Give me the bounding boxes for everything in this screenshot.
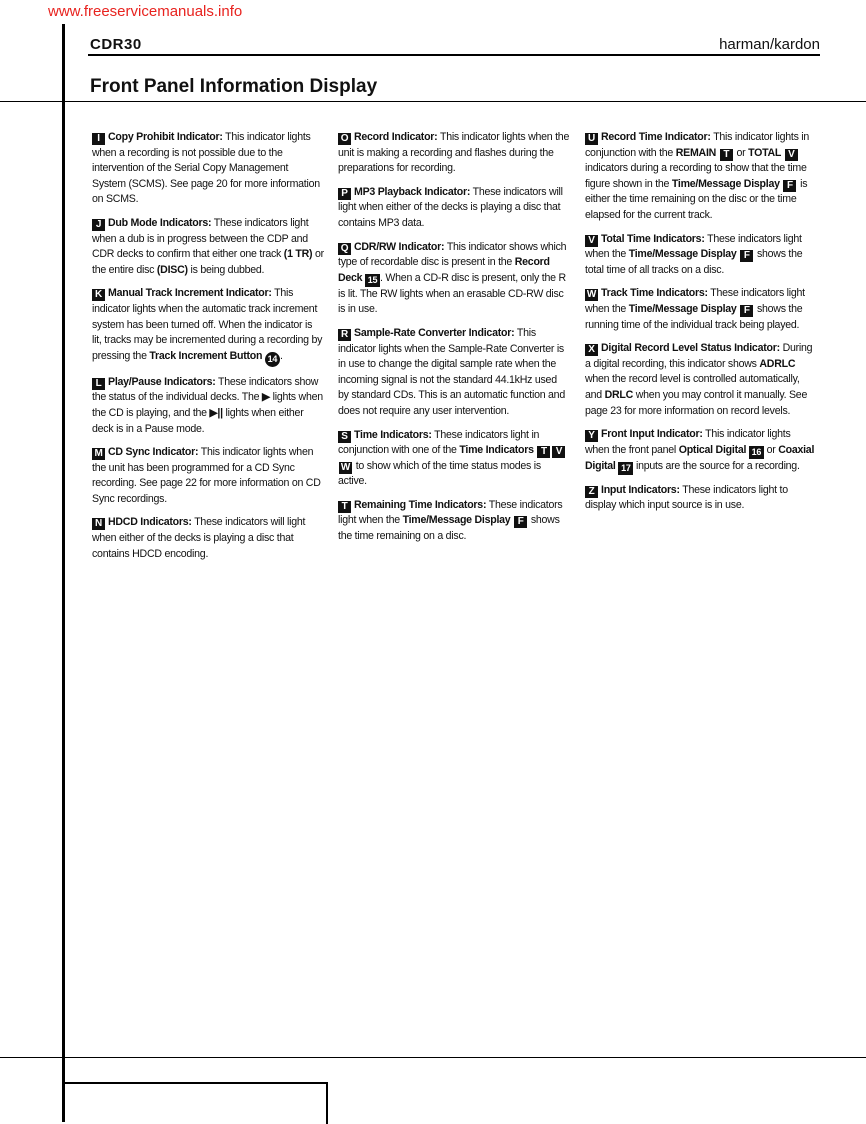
entry-bold-term: Time/Message Display xyxy=(628,248,737,261)
entry-text xyxy=(716,147,719,159)
callout-letter-badge: Y xyxy=(585,430,598,442)
callout-letter-badge: O xyxy=(338,133,351,145)
brand-name: harman/kardon xyxy=(719,36,820,53)
entry-text: lights when either deck is in a Pause mode. xyxy=(92,406,304,435)
entry-bold-term: Time/Message Display xyxy=(671,177,780,190)
entry-text: This indicator lights in conjunction with the xyxy=(585,131,810,159)
callout-letter-badge: Z xyxy=(585,486,598,498)
callout-letter-badge: T xyxy=(537,446,550,458)
entry-front-input xyxy=(585,427,817,475)
entry-heading: Manual Track Increment Indicator: xyxy=(108,287,272,300)
footer-box xyxy=(64,1082,328,1124)
entry-heading: Track Time Indicators: xyxy=(601,287,708,300)
entry-text: These indicators light when a dub is in progress between the CDP and CDR decks to confirm that either one track xyxy=(92,216,309,261)
entry-sample-rate-converter xyxy=(338,326,570,420)
header-rule xyxy=(88,54,820,56)
entry-heading: Play/Pause Indicators: xyxy=(108,375,216,388)
title-rule xyxy=(0,101,866,102)
entry-heading: Input Indicators: xyxy=(601,483,680,496)
entry-text: or xyxy=(733,146,749,159)
entry-text: is being dubbed. xyxy=(187,263,265,276)
play-pause-symbol-icon: ▶|| xyxy=(209,406,223,419)
entry-total-time xyxy=(585,232,817,279)
footer-rule xyxy=(0,1057,866,1058)
entry-text: when the record level is controlled automatically, and xyxy=(585,373,800,401)
callout-letter-badge: T xyxy=(720,149,733,161)
entry-text: or xyxy=(763,443,779,456)
entry-text: These indicators will light when either of the decks is playing a disc that contains MP3 data. xyxy=(338,185,563,229)
entry-bold-term: ADRLC xyxy=(759,357,796,370)
callout-letter-badge: F xyxy=(740,305,753,317)
callout-letter-badge: F xyxy=(783,180,796,192)
callout-letter-badge: F xyxy=(514,516,527,528)
model-name: CDR30 xyxy=(90,36,142,53)
callout-letter-badge: R xyxy=(338,329,351,341)
entry-heading: Copy Prohibit Indicator: xyxy=(108,131,223,143)
entry-digital-record-level xyxy=(585,341,817,419)
page-title: Front Panel Information Display xyxy=(90,76,378,97)
entry-text: This indicator lights when the automatic track increment system has been turned off. When the indicator is lit, tracks may be incremented during a recording by pressing the xyxy=(92,287,323,362)
entry-manual-track-increment xyxy=(92,286,324,366)
entry-text: when you may control it manually. See page 23 for more information on record levels. xyxy=(585,388,808,417)
entry-text: These indicators light when the xyxy=(338,498,563,527)
entry-record xyxy=(338,130,570,177)
entry-cd-sync xyxy=(92,445,324,507)
callout-number-badge: 17 xyxy=(618,462,633,475)
callout-letter-badge: M xyxy=(92,448,105,460)
entry-bold-term: TOTAL xyxy=(748,146,782,159)
callout-letter-badge: N xyxy=(92,518,105,530)
entry-heading: Total Time Indicators: xyxy=(601,232,705,245)
callout-number-badge: 15 xyxy=(365,274,380,287)
callout-number-badge: 16 xyxy=(749,446,764,459)
callout-letter-badge: W xyxy=(340,461,351,473)
callout-letter-badge: U xyxy=(585,133,598,145)
left-margin-rule xyxy=(62,24,65,1122)
entry-heading: HDCD Indicators: xyxy=(108,516,192,529)
entry-text: These indicators light when the xyxy=(585,232,802,261)
entry-heading: Record Time Indicator: xyxy=(601,131,711,143)
entry-bold-term: Track Increment Button xyxy=(149,349,263,362)
entry-bold-term: (DISC) xyxy=(156,263,188,276)
entry-text: indicators during a recording to show that the time figure shown in the xyxy=(585,162,807,190)
entry-input-indicators xyxy=(585,483,817,514)
watermark-url[interactable]: www.freeservicemanuals.info xyxy=(48,3,243,20)
callout-letter-badge: V xyxy=(552,446,565,458)
entry-text: This indicator lights when the Sample-Rate Converter is in use to change the digital sample rate when the incoming signal is not the standard 44.1kHz used by standard CDs. This is an automatic function and does not require any user intervention. xyxy=(338,326,565,417)
entry-text xyxy=(781,147,784,159)
text-column-2 xyxy=(338,130,570,553)
entry-copy-prohibit xyxy=(92,130,324,208)
entry-text: shows the time remaining on a disc. xyxy=(338,514,560,543)
entry-text: This indicator lights when the unit has been programmed for a CD Sync recording. See page 22 for more information on CD Sync recordings. xyxy=(92,446,321,505)
entry-text: This indicator lights when the front panel xyxy=(585,428,791,456)
entry-text: . xyxy=(279,349,283,362)
entry-heading: Sample-Rate Converter Indicator: xyxy=(354,326,515,339)
callout-letter-badge: V xyxy=(785,149,798,161)
callout-letter-badge: S xyxy=(338,431,351,443)
entry-hdcd xyxy=(92,515,324,562)
entry-text: These indicators will light when either of the decks is playing a disc that contains HDCD encoding. xyxy=(92,516,306,560)
entry-bold-term: Time Indicators xyxy=(459,444,534,457)
entry-text: to show which of the time status modes is active. xyxy=(338,459,541,488)
text-column-1 xyxy=(92,130,324,570)
entry-text: shows the running time of the individual track being played. xyxy=(585,302,803,331)
entry-heading: MP3 Playback Indicator: xyxy=(354,185,471,198)
callout-letter-badge: I xyxy=(92,133,105,145)
entry-bold-term: Time/Message Display xyxy=(402,514,511,527)
entry-text: shows the total time of all tracks on a disc. xyxy=(585,248,803,276)
entry-track-time xyxy=(585,286,817,333)
entry-text xyxy=(534,444,537,456)
entry-remaining-time xyxy=(338,498,570,545)
entry-bold-term: Optical Digital xyxy=(678,443,747,456)
entry-time-indicators xyxy=(338,428,570,490)
entry-text: is either the time remaining on the disc or the time elapsed for the current track. xyxy=(585,177,808,221)
entry-heading: Remaining Time Indicators: xyxy=(354,498,487,511)
entry-text: These indicators light in conjunction with one of the xyxy=(338,428,540,457)
entry-text xyxy=(737,303,740,315)
callout-number-badge: 14 xyxy=(265,352,280,367)
callout-letter-badge: J xyxy=(92,219,105,231)
entry-mp3-playback xyxy=(338,185,570,232)
entry-bold-term: DRLC xyxy=(604,388,634,401)
callout-letter-badge: P xyxy=(338,188,351,200)
callout-letter-badge: W xyxy=(586,289,597,301)
entry-bold-term: Record Deck xyxy=(338,256,550,284)
entry-text xyxy=(737,248,740,260)
callout-letter-badge: L xyxy=(92,378,105,390)
entry-text: These indicators show the status of the individual decks. The xyxy=(92,375,319,404)
entry-text xyxy=(510,514,513,526)
callout-letter-badge: F xyxy=(740,250,753,262)
entry-text: These indicators light to display which input source is in use. xyxy=(585,483,788,512)
entry-text: This indicator lights when the unit is making a recording and flashes during the preparations for recording. xyxy=(338,131,570,175)
entry-text: inputs are the source for a recording. xyxy=(633,459,800,472)
entry-text: These indicators light when the xyxy=(585,287,805,315)
entry-heading: CDR/RW Indicator: xyxy=(354,240,445,253)
text-column-3 xyxy=(585,130,817,522)
entry-record-time xyxy=(585,130,817,224)
entry-bold-term: (1 TR) xyxy=(283,248,313,261)
callout-letter-badge: K xyxy=(92,289,105,301)
entry-heading: CD Sync Indicator: xyxy=(108,446,199,459)
entry-text xyxy=(780,178,783,190)
entry-heading: Record Indicator: xyxy=(354,131,438,143)
entry-text: . When a CD-R disc is present, only the R is lit. The RW lights when an erasable CD-RW disc is in use. xyxy=(338,271,566,316)
entry-heading: Time Indicators: xyxy=(354,428,432,441)
entry-heading: Front Input Indicator: xyxy=(601,428,703,441)
entry-heading: Dub Mode Indicators: xyxy=(108,216,212,229)
entry-text: or the entire disc xyxy=(92,248,324,276)
entry-cdr-rw xyxy=(338,240,570,318)
entry-bold-term: Time/Message Display xyxy=(628,302,737,315)
entry-play-pause xyxy=(92,375,324,437)
entry-dub-mode xyxy=(92,216,324,278)
callout-letter-badge: Q xyxy=(338,243,351,255)
entry-bold-term: REMAIN xyxy=(675,146,717,159)
entry-heading: Digital Record Level Status Indicator: xyxy=(601,342,780,355)
callout-letter-badge: T xyxy=(338,501,351,513)
entry-text: This indicator lights when a recording is not possible due to the intervention of the Serial Copy Management System (SCMS). See page 20 for more information on SCMS. xyxy=(92,131,320,206)
entry-text: During a digital recording, this indicator shows xyxy=(585,342,813,370)
entry-bold-term: Coaxial Digital xyxy=(585,443,815,472)
play-symbol-icon: ▶ xyxy=(262,391,270,404)
callout-letter-badge: X xyxy=(585,344,598,356)
entry-text: lights when the CD is playing, and the xyxy=(92,391,323,419)
callout-letter-badge: V xyxy=(585,235,598,247)
entry-text: This indicator shows which type of recordable disc is present in the xyxy=(338,240,567,269)
